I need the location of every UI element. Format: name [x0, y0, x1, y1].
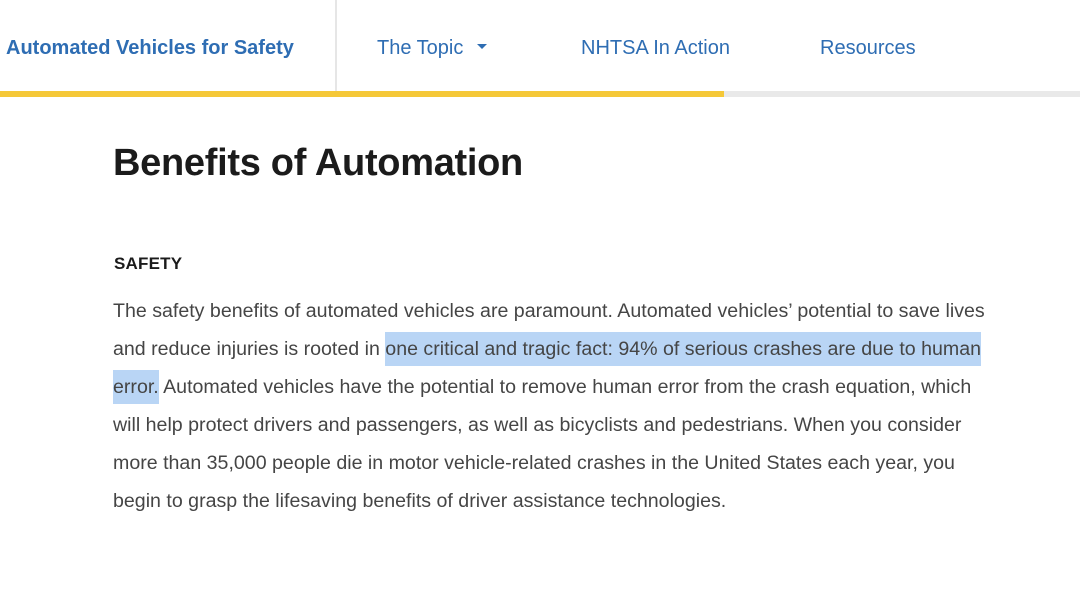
paragraph-line: The safety benefits of automated vehicles are paramount. Automated vehicles’ potential to save lives	[113, 300, 985, 322]
top-navigation	[0, 0, 1080, 96]
paragraph-line: begin to grasp the lifesaving benefits of driver assistance technologies.	[113, 490, 727, 512]
reading-progress-bar	[0, 91, 1080, 97]
nav-item-label: The Topic	[377, 37, 464, 59]
nav-divider	[335, 0, 337, 92]
paragraph-line: will help protect drivers and passengers, as well as bicyclists and pedestrians. When you consider	[113, 414, 962, 436]
nav-item-the-topic[interactable]	[377, 37, 487, 60]
text-segment: and reduce injuries is rooted in	[113, 338, 386, 360]
nav-item-resources[interactable]: Resources	[820, 37, 916, 59]
highlighted-text[interactable]: error.	[113, 370, 159, 404]
text-segment: Automated vehicles have the potential to remove human error from the crash equation, which	[158, 376, 972, 398]
caret-down-icon	[477, 44, 487, 49]
paragraph-line	[113, 330, 1063, 368]
section-heading: SAFETY	[114, 254, 183, 273]
page-title: Benefits of Automation	[113, 142, 523, 184]
site-brand-link[interactable]: Automated Vehicles for Safety	[6, 37, 294, 59]
paragraph-line: more than 35,000 people die in motor vehicle-related crashes in the United States each year, you	[113, 452, 955, 474]
reading-progress-fill	[0, 91, 724, 97]
highlighted-text[interactable]: one critical and tragic fact: 94% of serious crashes are due to human	[385, 332, 981, 366]
paragraph-line	[113, 368, 1063, 406]
body-paragraph	[113, 292, 1063, 520]
nav-item-nhtsa-in-action[interactable]: NHTSA In Action	[581, 37, 730, 59]
